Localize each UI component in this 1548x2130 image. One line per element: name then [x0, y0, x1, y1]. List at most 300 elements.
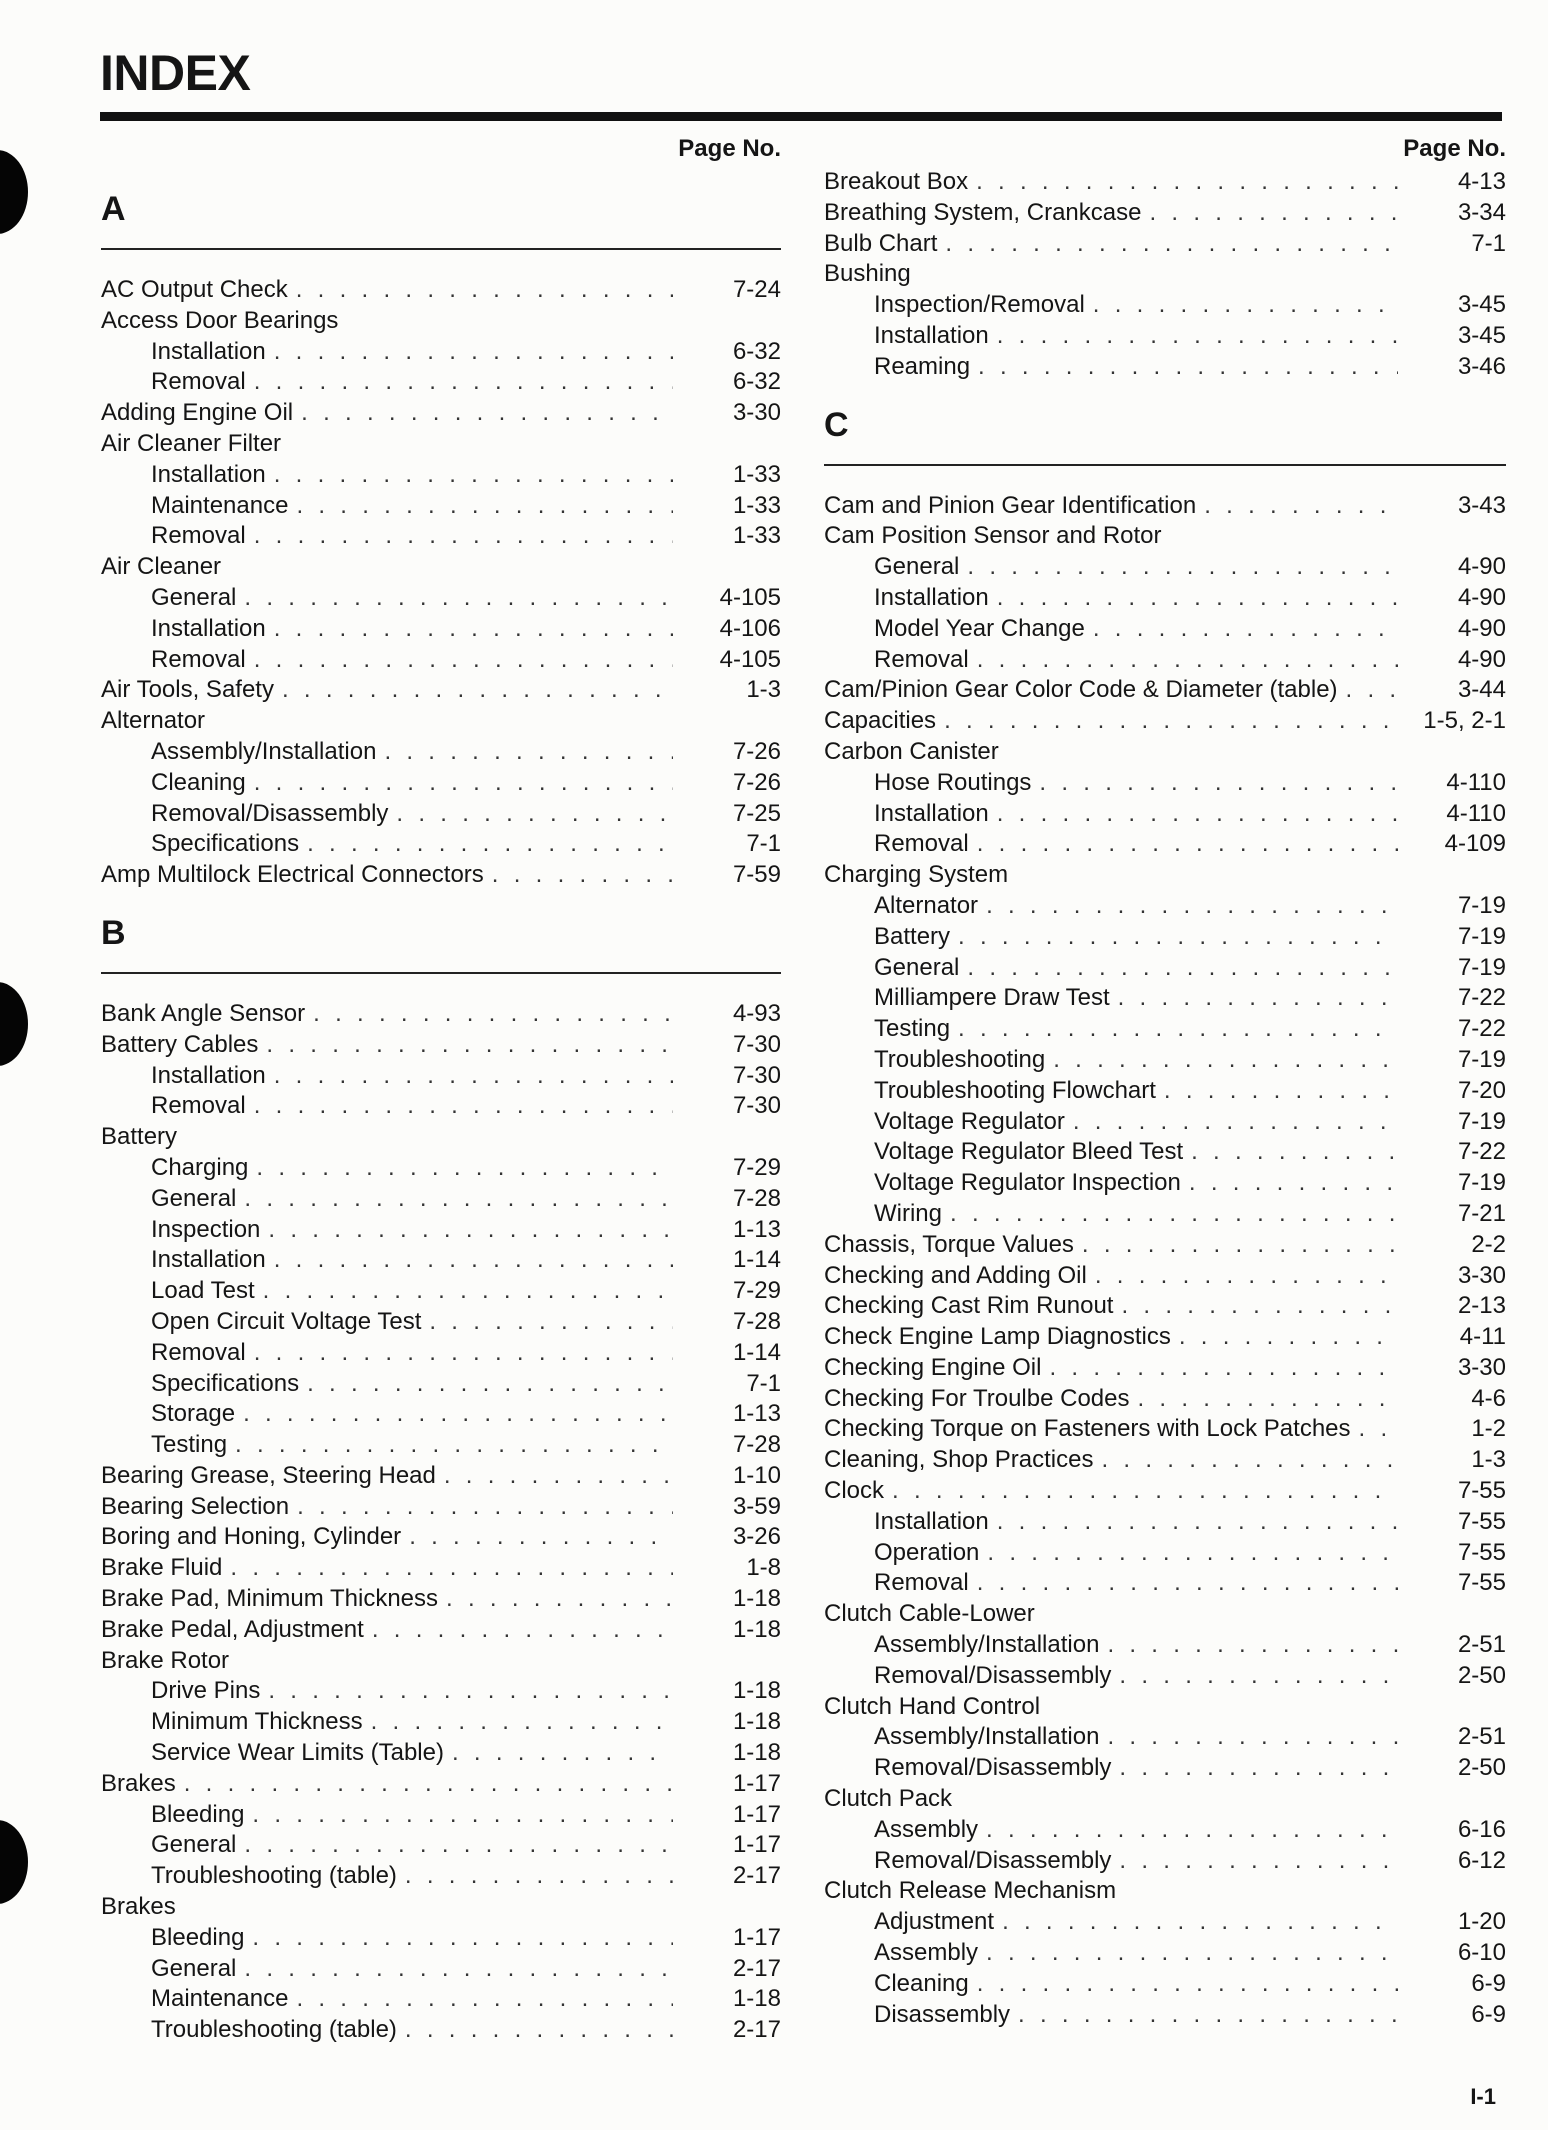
entry-label: Model Year Change — [874, 614, 1085, 642]
entry-label: Maintenance — [151, 1985, 289, 2013]
dot-leader — [967, 954, 1398, 982]
dot-leader — [429, 1308, 673, 1336]
entry-label: Breakout Box — [824, 168, 969, 195]
entry-page-number: 1-5, 2-1 — [1423, 707, 1506, 735]
index-subentry — [101, 800, 781, 831]
index-subentry — [101, 1677, 781, 1708]
entry-page-number: 4-6 — [1471, 1384, 1506, 1412]
dot-leader — [296, 1985, 673, 2013]
dot-leader — [1093, 615, 1398, 643]
index-column-left — [101, 130, 781, 2047]
entry-label: Cam Position Sensor and Rotor — [824, 522, 1162, 550]
index-entry — [101, 1770, 781, 1801]
entry-page-number: 3-59 — [732, 1492, 781, 1520]
index-entry — [824, 738, 1506, 769]
index-entry — [101, 1031, 781, 1062]
entry-label: Amp Multilock Electrical Connectors — [101, 861, 484, 889]
entry-label: Milliampere Draw Test — [874, 984, 1110, 1012]
index-subentry — [824, 322, 1506, 353]
entry-page-number: 7-1 — [746, 1369, 781, 1397]
index-subentry — [824, 1046, 1506, 1077]
index-subentry — [824, 553, 1506, 584]
index-subentry — [824, 1723, 1506, 1754]
index-entry — [824, 1354, 1506, 1385]
entry-label: Checking For Troulbe Codes — [824, 1384, 1130, 1412]
entry-page-number: 6-10 — [1457, 1939, 1506, 1967]
punch-hole — [0, 1820, 28, 1904]
dot-leader — [1191, 1138, 1398, 1166]
index-subentry — [824, 1200, 1506, 1231]
index-subentry — [101, 338, 781, 369]
entry-page-number: 7-25 — [732, 799, 781, 827]
dot-leader — [1121, 1292, 1398, 1320]
section-heading — [824, 384, 1506, 492]
entry-label: Battery — [101, 1123, 178, 1151]
dot-leader — [977, 830, 1398, 858]
entry-page-number: 7-55 — [1457, 1569, 1506, 1597]
entry-page-number: 4-105 — [719, 645, 781, 673]
section-letter: A — [101, 190, 126, 228]
entry-page-number: 6-32 — [732, 337, 781, 365]
title-rule — [100, 112, 1502, 121]
dot-leader — [452, 1739, 673, 1767]
index-entry — [101, 1123, 781, 1154]
dot-leader — [1359, 1415, 1398, 1443]
dot-leader — [997, 1508, 1398, 1536]
entry-page-number: 1-17 — [732, 1800, 781, 1828]
entry-page-number: 1-18 — [732, 1708, 781, 1736]
index-entry — [101, 307, 781, 338]
dot-leader — [1002, 1908, 1398, 1936]
entry-page-number: 1-2 — [1471, 1415, 1506, 1443]
index-subentry — [101, 1739, 781, 1770]
entry-label: Boring and Honing, Cylinder — [101, 1523, 402, 1551]
dot-leader — [1118, 984, 1398, 1012]
entry-label: Voltage Regulator Bleed Test — [874, 1138, 1184, 1166]
index-subentry — [824, 954, 1506, 985]
entry-label: Removal/Disassembly — [874, 1754, 1112, 1782]
index-subentry — [101, 1308, 781, 1339]
entry-label: Voltage Regulator Inspection — [874, 1169, 1181, 1197]
section-letter: C — [824, 405, 849, 444]
index-entry — [101, 399, 781, 430]
entry-label: Removal — [874, 1569, 969, 1597]
dot-leader — [976, 168, 1398, 196]
entry-label: Inspection/Removal — [874, 291, 1085, 319]
entry-label: Brake Pedal, Adjustment — [101, 1615, 364, 1643]
entry-label: Air Tools, Safety — [101, 676, 274, 704]
entry-page-number: 1-17 — [732, 1831, 781, 1859]
entry-page-number: 1-33 — [732, 460, 781, 488]
index-entry — [101, 553, 781, 584]
index-subentry — [101, 1277, 781, 1308]
section-rule — [101, 972, 781, 974]
dot-leader — [944, 707, 1398, 735]
dot-leader — [1204, 492, 1398, 520]
index-subentry — [824, 1539, 1506, 1570]
entry-page-number: 4-93 — [732, 999, 781, 1027]
entry-label: Charging — [151, 1153, 249, 1181]
index-subentry — [101, 769, 781, 800]
index-subentry — [101, 1924, 781, 1955]
entry-label: Installation — [874, 321, 989, 349]
page-no-header: Page No. — [1403, 135, 1506, 162]
entry-label: Testing — [874, 1015, 951, 1043]
index-subentry — [101, 1092, 781, 1123]
dot-leader — [978, 353, 1398, 381]
dot-leader — [307, 1370, 673, 1398]
entry-label: Removal/Disassembly — [874, 1661, 1112, 1689]
entry-page-number: 7-21 — [1457, 1199, 1506, 1227]
entry-page-number: 2-51 — [1457, 1723, 1506, 1751]
index-subentry — [824, 1847, 1506, 1878]
entry-label: Checking Engine Oil — [824, 1353, 1042, 1381]
index-column-right — [824, 130, 1506, 2031]
entry-page-number: 2-17 — [732, 1954, 781, 1982]
dot-leader — [254, 1339, 673, 1367]
index-subentry — [101, 1400, 781, 1431]
entry-page-number: 3-43 — [1457, 491, 1506, 519]
dot-leader — [274, 615, 673, 643]
dot-leader — [263, 1277, 673, 1305]
entry-label: Carbon Canister — [824, 737, 999, 765]
index-subentry — [824, 1077, 1506, 1108]
dot-leader — [244, 1831, 673, 1859]
index-subentry — [824, 923, 1506, 954]
index-entry — [101, 1000, 781, 1031]
dot-leader — [244, 584, 673, 612]
section-rule — [824, 464, 1506, 466]
entry-label: Removal/Disassembly — [151, 799, 389, 827]
index-subentry — [824, 1138, 1506, 1169]
index-entry — [101, 1647, 781, 1678]
dot-leader — [244, 1955, 673, 1983]
index-subentry — [101, 1246, 781, 1277]
dot-leader — [235, 1431, 673, 1459]
index-entry — [101, 276, 781, 307]
entry-page-number: 3-30 — [732, 399, 781, 427]
entry-label: Installation — [151, 337, 266, 365]
dot-leader — [958, 923, 1398, 951]
dot-leader — [997, 800, 1398, 828]
index-entry — [101, 430, 781, 461]
entry-label: Hose Routings — [874, 768, 1032, 796]
entry-page-number: 2-2 — [1471, 1230, 1506, 1258]
entry-page-number: 4-105 — [719, 583, 781, 611]
index-entry — [824, 1477, 1506, 1508]
entry-label: Checking Cast Rim Runout — [824, 1292, 1114, 1320]
entry-label: Testing — [151, 1431, 228, 1459]
entry-label: Battery — [874, 922, 951, 950]
entry-page-number: 7-55 — [1457, 1507, 1506, 1535]
entry-page-number: 7-29 — [732, 1153, 781, 1181]
entry-label: Chassis, Torque Values — [824, 1230, 1074, 1258]
entry-page-number: 3-45 — [1457, 321, 1506, 349]
dot-leader — [230, 1554, 673, 1582]
entry-page-number: 3-34 — [1457, 198, 1506, 226]
page-number: I-1 — [1470, 2084, 1496, 2109]
entry-label: Open Circuit Voltage Test — [151, 1307, 422, 1335]
entry-label: Wiring — [874, 1199, 943, 1227]
entry-label: Disassembly — [874, 2000, 1011, 2028]
index-subentry — [101, 461, 781, 492]
dot-leader — [268, 1677, 673, 1705]
index-subentry — [101, 1862, 781, 1893]
entry-page-number: 4-110 — [1446, 768, 1506, 796]
section-letter: B — [101, 913, 126, 952]
entry-label: Air Cleaner — [101, 553, 222, 581]
dot-leader — [1095, 1262, 1398, 1290]
index-subentry — [824, 892, 1506, 923]
entry-page-number: 7-20 — [1457, 1076, 1506, 1104]
index-subentry — [101, 368, 781, 399]
dot-leader — [371, 1708, 673, 1736]
entry-label: Installation — [151, 1061, 266, 1089]
dot-leader — [282, 676, 673, 704]
index-subentry — [824, 830, 1506, 861]
entry-label: Installation — [151, 1246, 266, 1274]
entry-page-number: 7-19 — [1457, 953, 1506, 981]
dot-leader — [184, 1770, 673, 1798]
dot-leader — [977, 646, 1398, 674]
index-subentry — [824, 1754, 1506, 1785]
entry-label: Assembly — [874, 1939, 979, 1967]
index-entry — [101, 676, 781, 707]
index-subentry — [101, 1062, 781, 1093]
index-entry — [824, 1231, 1506, 1262]
dot-leader — [1119, 1754, 1398, 1782]
entry-label: Bleeding — [151, 1800, 245, 1828]
entry-label: Troubleshooting (table) — [151, 2016, 397, 2044]
entry-label: Adding Engine Oil — [101, 399, 294, 427]
entry-label: General — [874, 953, 960, 981]
dot-leader — [986, 892, 1398, 920]
entry-page-number: 3-26 — [732, 1523, 781, 1551]
page-title: INDEX — [100, 45, 251, 101]
entry-label: Removal — [151, 368, 246, 396]
index-entry — [101, 1493, 781, 1524]
index-entry — [824, 199, 1506, 230]
index-subentry — [101, 2016, 781, 2047]
dot-leader — [252, 1924, 673, 1952]
dot-leader — [297, 1493, 673, 1521]
dot-leader — [977, 1569, 1398, 1597]
index-subentry — [101, 1955, 781, 1986]
dot-leader — [254, 646, 673, 674]
entry-label: Clutch Pack — [824, 1785, 953, 1813]
entry-page-number: 1-33 — [732, 491, 781, 519]
entry-page-number: 6-9 — [1471, 1969, 1506, 1997]
entry-page-number: 7-28 — [732, 1184, 781, 1212]
dot-leader — [296, 276, 673, 304]
index-subentry — [101, 1370, 781, 1401]
dot-leader — [372, 1616, 673, 1644]
index-entry — [824, 1323, 1506, 1354]
dot-leader — [950, 1200, 1398, 1228]
dot-leader — [987, 1539, 1398, 1567]
index-subentry — [824, 353, 1506, 384]
entry-page-number: 4-109 — [1444, 830, 1506, 858]
entry-label: Voltage Regulator — [874, 1107, 1065, 1135]
entry-page-number: 4-106 — [719, 614, 781, 642]
entry-label: Removal — [151, 1338, 246, 1366]
index-subentry — [101, 1154, 781, 1185]
entry-label: Bank Angle Sensor — [101, 999, 306, 1027]
entry-page-number: 4-90 — [1457, 614, 1506, 642]
dot-leader — [296, 492, 673, 520]
dot-leader — [1119, 1662, 1398, 1690]
entry-label: Capacities — [824, 707, 937, 735]
entry-label: Load Test — [151, 1277, 255, 1305]
entry-label: Troubleshooting — [874, 1045, 1046, 1073]
entry-label: AC Output Check — [101, 276, 288, 303]
entry-page-number: 7-19 — [1457, 1045, 1506, 1073]
dot-leader — [243, 1400, 673, 1428]
entry-label: Troubleshooting (table) — [151, 1862, 397, 1890]
entry-label: Bearing Grease, Steering Head — [101, 1461, 436, 1489]
index-subentry — [824, 584, 1506, 615]
index-entry — [824, 1415, 1506, 1446]
index-entry — [824, 861, 1506, 892]
page-no-header: Page No. — [678, 135, 781, 162]
entry-page-number: 7-19 — [1457, 1169, 1506, 1197]
entry-label: Brake Fluid — [101, 1554, 223, 1582]
index-subentry — [101, 615, 781, 646]
entry-page-number: 1-18 — [732, 1677, 781, 1705]
entry-page-number: 1-18 — [732, 1739, 781, 1767]
entry-label: Bearing Selection — [101, 1492, 290, 1520]
dot-leader — [1164, 1077, 1398, 1105]
section-heading — [101, 892, 781, 1000]
index-subentry — [101, 1431, 781, 1462]
index-subentry — [101, 522, 781, 553]
index-entry — [824, 1446, 1506, 1477]
entry-page-number: 1-3 — [746, 676, 781, 704]
entry-label: Breathing System, Crankcase — [824, 198, 1142, 226]
index-subentry — [824, 1970, 1506, 2001]
dot-leader — [384, 738, 673, 766]
dot-leader — [301, 399, 673, 427]
index-subentry — [824, 1908, 1506, 1939]
entry-label: Battery Cables — [101, 1030, 259, 1058]
entry-page-number: 2-50 — [1457, 1754, 1506, 1782]
entry-page-number: 7-22 — [1457, 984, 1506, 1012]
dot-leader — [274, 338, 673, 366]
entry-label: Clutch Cable-Lower — [824, 1600, 1035, 1628]
dot-leader — [396, 800, 673, 828]
dot-leader — [1101, 1446, 1398, 1474]
entry-page-number: 7-29 — [732, 1277, 781, 1305]
index-subentry — [824, 1015, 1506, 1046]
entry-label: Air Cleaner Filter — [101, 429, 282, 457]
entry-page-number: 4-13 — [1457, 168, 1506, 195]
entry-page-number: 2-13 — [1457, 1292, 1506, 1320]
index-entry — [824, 1385, 1506, 1416]
dot-leader — [1119, 1847, 1398, 1875]
entry-page-number: 1-18 — [732, 1585, 781, 1613]
entry-page-number: 4-90 — [1457, 645, 1506, 673]
entry-label: Installation — [874, 1507, 989, 1535]
entry-page-number: 7-1 — [746, 830, 781, 858]
index-subentry — [824, 1631, 1506, 1662]
entry-page-number: 7-1 — [1471, 229, 1506, 257]
entry-page-number: 7-28 — [732, 1307, 781, 1335]
index-subentry — [101, 1831, 781, 1862]
section-heading — [101, 168, 781, 276]
entry-page-number: 3-30 — [1457, 1353, 1506, 1381]
index-entry — [824, 1785, 1506, 1816]
entry-label: Removal — [874, 830, 969, 858]
entry-label: Service Wear Limits (Table) — [151, 1739, 444, 1767]
entry-label: Cleaning — [874, 1969, 969, 1997]
dot-leader — [1093, 291, 1398, 319]
entry-page-number: 1-10 — [732, 1461, 781, 1489]
index-subentry — [101, 1801, 781, 1832]
entry-label: Bulb Chart — [824, 229, 938, 257]
dot-leader — [492, 861, 673, 889]
entry-page-number: 1-20 — [1457, 1908, 1506, 1936]
dot-leader — [1018, 2001, 1398, 2029]
dot-leader — [986, 1816, 1398, 1844]
index-entry — [824, 168, 1506, 199]
entry-page-number: 7-22 — [1457, 1138, 1506, 1166]
entry-page-number: 2-50 — [1457, 1661, 1506, 1689]
index-subentry — [824, 1108, 1506, 1139]
entry-page-number: 1-8 — [746, 1554, 781, 1582]
entry-label: Assembly/Installation — [874, 1631, 1100, 1659]
entry-label: Drive Pins — [151, 1677, 261, 1705]
index-entry — [824, 676, 1506, 707]
entry-page-number: 1-13 — [732, 1400, 781, 1428]
dot-leader — [274, 1062, 673, 1090]
index-subentry — [824, 1939, 1506, 1970]
entry-page-number: 4-90 — [1457, 553, 1506, 581]
index-list-right — [824, 168, 1506, 2031]
dot-leader — [997, 584, 1398, 612]
dot-leader — [405, 2016, 673, 2044]
index-subentry — [824, 1816, 1506, 1847]
entry-page-number: 7-26 — [732, 737, 781, 765]
index-subentry — [824, 984, 1506, 1015]
entry-page-number: 1-33 — [732, 522, 781, 550]
dot-leader — [958, 1015, 1398, 1043]
entry-label: Removal — [874, 645, 969, 673]
entry-page-number: 4-11 — [1459, 1323, 1506, 1351]
index-subentry — [824, 2001, 1506, 2032]
entry-label: Installation — [151, 460, 266, 488]
dot-leader — [254, 368, 673, 396]
index-subentry — [101, 1216, 781, 1247]
dot-leader — [256, 1154, 673, 1182]
entry-label: Removal — [151, 522, 246, 550]
entry-label: Checking Torque on Fasteners with Lock Patches — [824, 1415, 1351, 1443]
entry-label: General — [874, 553, 960, 581]
dot-leader — [977, 1970, 1398, 1998]
entry-label: Cleaning — [151, 768, 246, 796]
entry-page-number: 1-14 — [732, 1338, 781, 1366]
entry-label: Removal — [151, 1092, 246, 1120]
entry-label: Installation — [151, 614, 266, 642]
entry-page-number: 7-55 — [1457, 1477, 1506, 1505]
index-subentry — [824, 291, 1506, 322]
entry-page-number: 2-17 — [732, 1862, 781, 1890]
entry-label: Reaming — [874, 352, 971, 380]
dot-leader — [1039, 769, 1398, 797]
index-subentry — [824, 1662, 1506, 1693]
entry-label: Specifications — [151, 1369, 300, 1397]
entry-label: Alternator — [874, 891, 979, 919]
index-entry — [824, 1877, 1506, 1908]
